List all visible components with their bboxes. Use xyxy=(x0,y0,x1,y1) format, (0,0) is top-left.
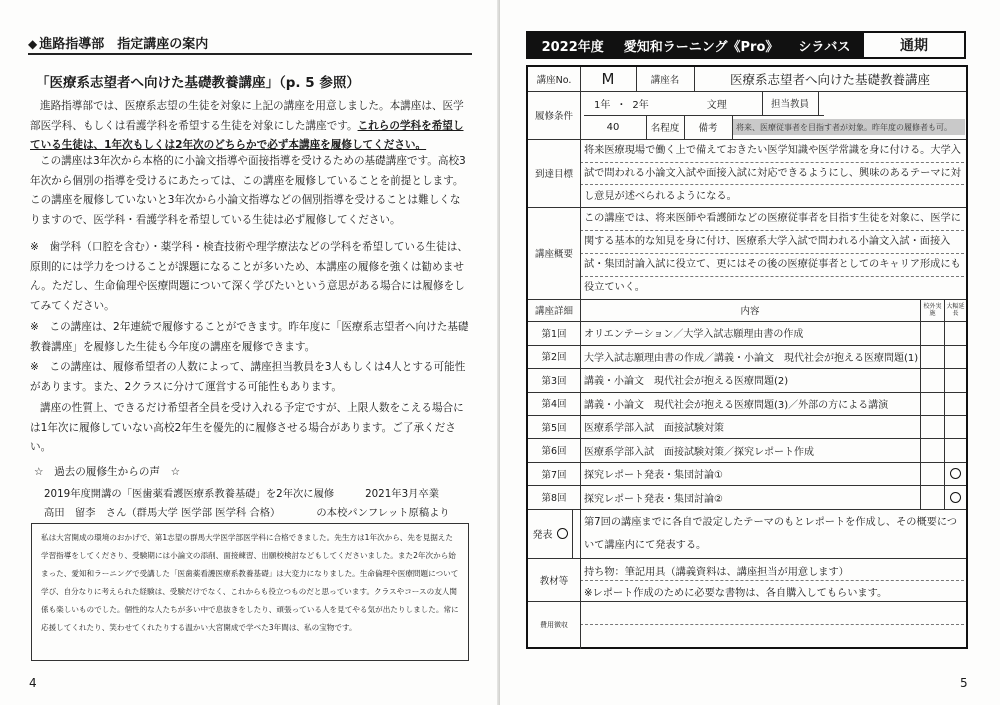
note-teachers-paragraph: ※ この講座は、履修希望者の人数によって、講座担当教員を3人もしくは4人とする可能性があります。また、2クラスに分けて運営する可能性もあります。 xyxy=(30,361,466,393)
session-number: 第5回 xyxy=(541,422,567,434)
fee-label: 費用徴収 xyxy=(540,621,568,629)
note-dental-paragraph: ※ 歯学科（口腔を含む）・薬学科・検査技術や理学療法などの学科を希望している生徒は、原則的には学力をつけることが課題になることが多いため、本講座の履修を強くは勧めません。ただし、生命倫理や医療問題について深く学びたいという意思がある場合には履修をしてみてください。 xyxy=(30,241,468,312)
alumni-course-line: 2019年度開講の「医歯薬看護医療系教養基礎」を2年次に履修 2021年3月卒業 xyxy=(44,488,440,500)
grade-separator: ・ xyxy=(616,99,627,111)
session-content: 探究レポート発表・集団討論① xyxy=(584,470,723,482)
track: 文理 xyxy=(706,99,727,111)
session-number: 第4回 xyxy=(541,399,567,411)
alumni-quote-box xyxy=(31,523,469,661)
circle-mark-icon xyxy=(950,468,961,479)
syllabus-table xyxy=(526,65,968,649)
goals-label: 到達目標 xyxy=(534,169,573,180)
grade-1: 1年 xyxy=(594,99,611,111)
year-title: 2022年度 xyxy=(541,39,604,55)
alumni-voice-title: ☆ 過去の履修生からの声 ☆ xyxy=(34,466,181,478)
presentation-text: 第7回の講座までに各自で設定したテーマのもとレポートを作成し、その概要について講座内にて発表する。 xyxy=(584,517,958,551)
page-number-right: 5 xyxy=(960,676,968,690)
session-extension-mark xyxy=(944,462,966,486)
session-number: 第7回 xyxy=(541,469,567,481)
course-name-label: 講座名 xyxy=(650,75,680,86)
materials-label: 教材等 xyxy=(539,575,569,587)
session-content: 医療系学部入試 面接試験対策 xyxy=(584,423,724,435)
course-no-label: 講座No. xyxy=(536,75,572,86)
presentation-circle-icon xyxy=(557,528,568,539)
session-number: 第8回 xyxy=(541,493,567,505)
alumni-quote-text: 私は大宮開成の環境のおかげで、第1志望の群馬大学医学部医学科に合格できました。先生方は1年次から、先を見据えた学習指導をしてくださり、受験期には小論文の添削、面接練習、出願校検討などもしてくださいました。また2年次から始まった、愛知和ラーニングで受講した「医歯薬看護医療系教養基礎」は大変力になりました。生命倫理や医療問題について学び、自分なりに考えられた経験は、受験だけでなく、これからも役立つものだと思っています。クラスやコースの友人関係も楽しいものでした。個性的な人たちが多い中で息抜きをしたり、頑張っている人を見てやる気が出たりしました。常に応援してくれたり、笑わせてくれたりする温かい大宮開成で学べた3年間は、私の宝物です。 xyxy=(41,533,459,632)
intro-text: 進路指導部では、医療系志望の生徒を対象に上記の講座を用意しました。本講座は、医学部医学科、もしくは看護学科を希望する生徒を対象にした講座です。 xyxy=(30,100,464,132)
session-content: オリエンテーション／大学入試志願理由書の作成 xyxy=(584,329,804,341)
materials-line-2: ※レポート作成のために必要な書物は、各自購入してもらいます。 xyxy=(584,587,888,599)
alumni-name-line: 高田 留李 さん（群馬大学 医学部 医学科 合格） の本校パンフレット原稿より xyxy=(44,507,450,519)
capacity-label: 名程度 xyxy=(650,123,680,134)
session-content: 講義・小論文 現代社会が抱える医療問題(2) xyxy=(584,376,789,388)
course-no: M xyxy=(601,70,615,88)
content-label: 内容 xyxy=(740,306,760,317)
term-label: 通期 xyxy=(900,38,928,54)
capacity-paragraph xyxy=(30,399,470,458)
section-header-text: 進路指導部 指定講座の案内 xyxy=(39,37,209,52)
syllabus-title-bar xyxy=(526,31,966,59)
capacity-text: 講座の性質上、できるだけ希望者全員を受け入れる予定ですが、上限人数をこえる場合には1年次に履修していない高校2年生を優先的に履修させる場合があります。ご了承ください。 xyxy=(30,402,464,453)
presentation-label: 発表 xyxy=(532,530,553,541)
materials-line-1: 持ち物：筆記用具（講義資料は、講座担当が用意します） xyxy=(584,566,849,578)
intro-paragraph xyxy=(30,97,470,156)
grades xyxy=(594,91,744,115)
capacity: 40 xyxy=(606,121,620,133)
basic-course-text: この講座は3年次から本格的に小論文指導や面接指導を受けるための基礎講座です。高校3年次から個別の指導を受けるにあたっては、この講座を履修していることを前提とします。この講座を履修していないと3年次から小論文指導などの個別指導を受けることは難しくなりますので、医学科・看護学科を希望している生徒は必ず履修してください。 xyxy=(30,155,466,226)
col-inschool-label: 校外実施 xyxy=(923,303,942,317)
doc-type: シラバス xyxy=(798,39,851,55)
remarks: 将来、医療従事者を目指す者が対象。昨年度の履修者も可。 xyxy=(733,119,965,135)
teacher xyxy=(818,91,966,115)
session-content: 大学入試志願理由書の作成／講義・小論文 現代社会が抱える医療問題(1) xyxy=(584,352,919,364)
session-content: 探究レポート発表・集団討論② xyxy=(584,493,723,505)
note-repeat-paragraph: ※ この講座は、2年連続で履修することができます。昨年度に「医療系志望者へ向けた基礎教養講座」を履修した生徒も今年度の講座を履修できます。 xyxy=(30,321,469,353)
program-name: 愛知和ラーニング《Pro》 xyxy=(623,39,779,55)
teacher-label: 担当教員 xyxy=(770,99,809,110)
circle-mark-icon xyxy=(950,492,961,503)
intro-requirement: これらの学科を希望している生徒は、1年次もしくは2年次のどちらかで必ず本講座を履修してください。 xyxy=(30,119,464,151)
session-number: 第3回 xyxy=(541,375,567,387)
requirements-label: 履修条件 xyxy=(534,111,573,122)
overview-text: この講座では、将来医師や看護師などの医療従事者を目指す生徒を対象に、医学に関する基本的な知見を身に付け、医療系大学入試で問われる小論文入試・面接入試・集団討論入試に役立て、更にはその後の医療従事者としてのキャリア形成にも役立ていく。 xyxy=(584,213,961,293)
page-number-left: 4 xyxy=(29,676,37,690)
session-number: 第2回 xyxy=(541,352,567,364)
session-number: 第1回 xyxy=(541,328,567,340)
overview-label: 講座概要 xyxy=(534,249,573,260)
presentation-cell xyxy=(528,509,572,558)
goals-text: 将来医療現場で働く上で備えておきたい医学知識や医学常識を身に付ける。大学入試で問われる小論文入試や面接入試に対応できるようにし、興味のあるテーマに対し意見が述べられるようになる。 xyxy=(584,145,961,202)
section-header xyxy=(28,33,472,55)
basic-course-paragraph xyxy=(30,152,470,230)
diamond-icon: ◆ xyxy=(28,37,38,51)
syllabus-title xyxy=(528,33,864,57)
grade-2: 2年 xyxy=(632,99,649,111)
lecture-reference: 「医療系志望者へ向けた基礎教養講座」（p. 5 参照） xyxy=(36,75,360,91)
session-content: 講義・小論文 現代社会が抱える医療問題(3)／外部の方による講演 xyxy=(584,399,889,411)
session-number: 第6回 xyxy=(541,446,567,458)
course-name: 医療系志望者へ向けた基礎教養講座 xyxy=(729,72,930,87)
details-label: 講座詳細 xyxy=(534,306,573,317)
remarks-label: 備考 xyxy=(698,123,718,134)
session-content: 医療系学部入試 面接試験対策／探究レポート作成 xyxy=(584,446,814,458)
col-extension-label: 大幅延長 xyxy=(946,303,965,317)
session-extension-mark xyxy=(944,486,966,510)
